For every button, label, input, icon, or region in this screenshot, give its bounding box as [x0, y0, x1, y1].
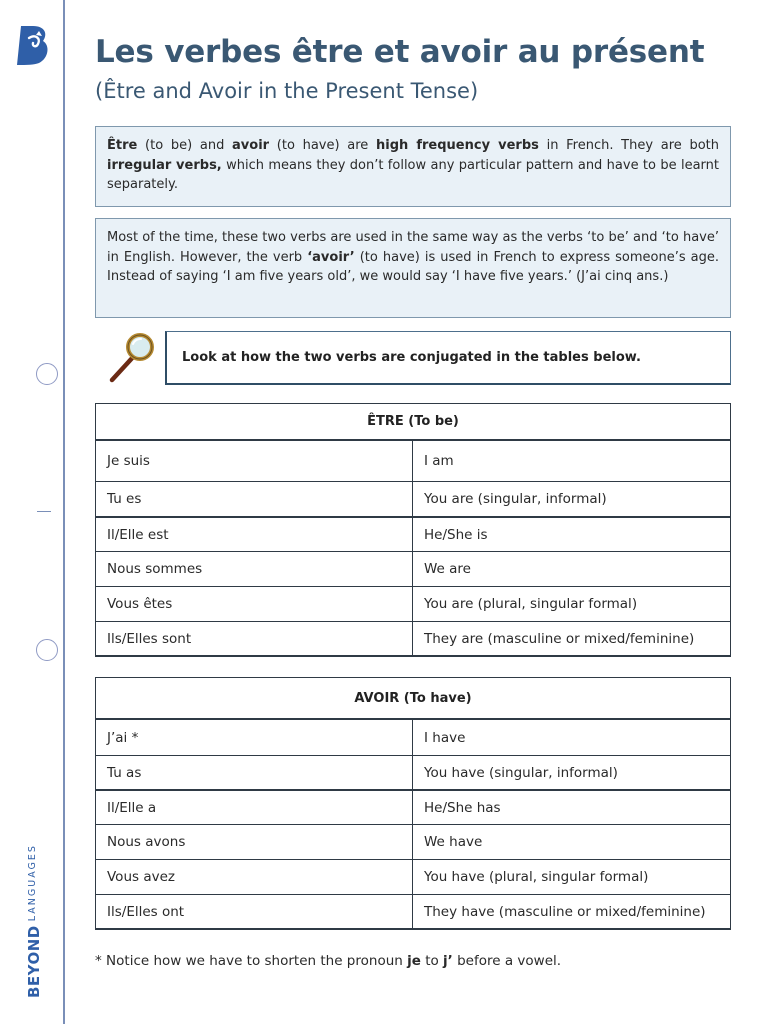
table-row [96, 481, 730, 516]
translation-cell: We are [424, 561, 471, 577]
translation-cell: You are (singular, informal) [424, 491, 607, 507]
term-irregular: irregular verbs, [107, 157, 222, 173]
term-etre: Être [107, 138, 138, 153]
table-row [96, 621, 730, 655]
pronoun-cell: Nous avons [96, 825, 413, 859]
translation-cell: I am [424, 453, 454, 469]
term-high-frequency: high frequency verbs [375, 138, 539, 153]
beyond-logo-icon [15, 24, 51, 66]
table-row [96, 824, 730, 859]
translation-cell: You have (plural, singular formal) [424, 869, 649, 885]
intro-text: (to have) are [269, 138, 376, 153]
pronoun-cell: Je suis [96, 441, 413, 481]
translation-cell: They have (masculine or mixed/feminine) [424, 903, 706, 920]
footnote-text: * Notice how we have to shorten the pronoun [95, 953, 408, 969]
brand-name: BEYOND [25, 925, 43, 998]
binder-hole [36, 639, 58, 661]
translation-cell: He/She is [424, 526, 488, 543]
intro-box-2 [95, 218, 731, 318]
binder-hole [36, 363, 58, 385]
etre-table [95, 403, 731, 657]
term-avoir: avoir [232, 138, 270, 153]
pronoun-cell: Tu es [96, 482, 413, 516]
pronoun-cell: Nous sommes [96, 552, 413, 586]
intro-text: in French. They are both [538, 138, 720, 153]
footnote [95, 953, 561, 969]
magnifying-glass-icon [104, 332, 156, 386]
page-title: Les verbes être et avoir au présent [95, 34, 705, 70]
translation-cell: You have (singular, informal) [424, 764, 618, 781]
page-subtitle: (Être and Avoir in the Present Tense) [95, 79, 479, 103]
callout-text: Look at how the two verbs are conjugated in the tables below. [182, 350, 641, 365]
pronoun-cell: Vous avez [96, 860, 413, 894]
table-row [96, 894, 730, 928]
table-row [96, 586, 730, 621]
term-avoir-quoted: ‘avoir’ [307, 249, 355, 265]
table-row [96, 859, 730, 894]
pronoun-cell: Tu as [96, 756, 413, 789]
pronoun-cell: Ils/Elles ont [96, 895, 413, 928]
intro-box-1 [95, 126, 731, 207]
table-row [96, 440, 730, 481]
translation-cell: We have [424, 834, 483, 850]
pronoun-cell: Il/Elle a [96, 791, 413, 824]
brand-wordmark [24, 844, 43, 998]
table-row [96, 789, 730, 824]
table-row [96, 755, 730, 789]
translation-cell: He/She has [424, 799, 501, 816]
footnote-text: before a vowel. [452, 953, 562, 969]
footnote-j: j’ [443, 953, 453, 969]
translation-cell: You are (plural, singular formal) [424, 596, 638, 612]
table-row [96, 551, 730, 586]
avoir-table-title: AVOIR (To have) [96, 678, 730, 719]
intro-text: (to be) and [137, 138, 233, 153]
intro-text: which means they don’t follow any particular pattern and have to be learnt separately. [107, 157, 719, 192]
instruction-callout [165, 331, 731, 385]
avoir-table [95, 677, 731, 930]
pronoun-cell: Ils/Elles sont [96, 622, 413, 655]
pronoun-cell: Vous êtes [96, 587, 413, 621]
margin-rule [63, 0, 65, 1024]
pronoun-cell: Il/Elle est [96, 518, 413, 551]
brand-sub: LANGUAGES [27, 844, 38, 922]
table-row [96, 516, 730, 551]
intro-text: (to have) is used in French to express someone’s age. Instead of saying ‘I am five years old’, we would say ‘I have five years.’ (J’ai cinq ans.) [107, 249, 719, 284]
translation-cell: I have [424, 729, 466, 746]
intro-text: Most of the time, these two verbs are used in the same way as the verbs ‘to be’ and ‘to have’ in English. However, the verb [107, 230, 719, 265]
etre-table-title: ÊTRE (To be) [96, 404, 730, 440]
translation-cell: They are (masculine or mixed/feminine) [424, 630, 695, 647]
footnote-text: to [420, 953, 444, 969]
pronoun-cell: J’ai * [96, 720, 413, 755]
footnote-je: je [407, 953, 421, 969]
fold-mark [37, 511, 51, 512]
table-row [96, 719, 730, 755]
